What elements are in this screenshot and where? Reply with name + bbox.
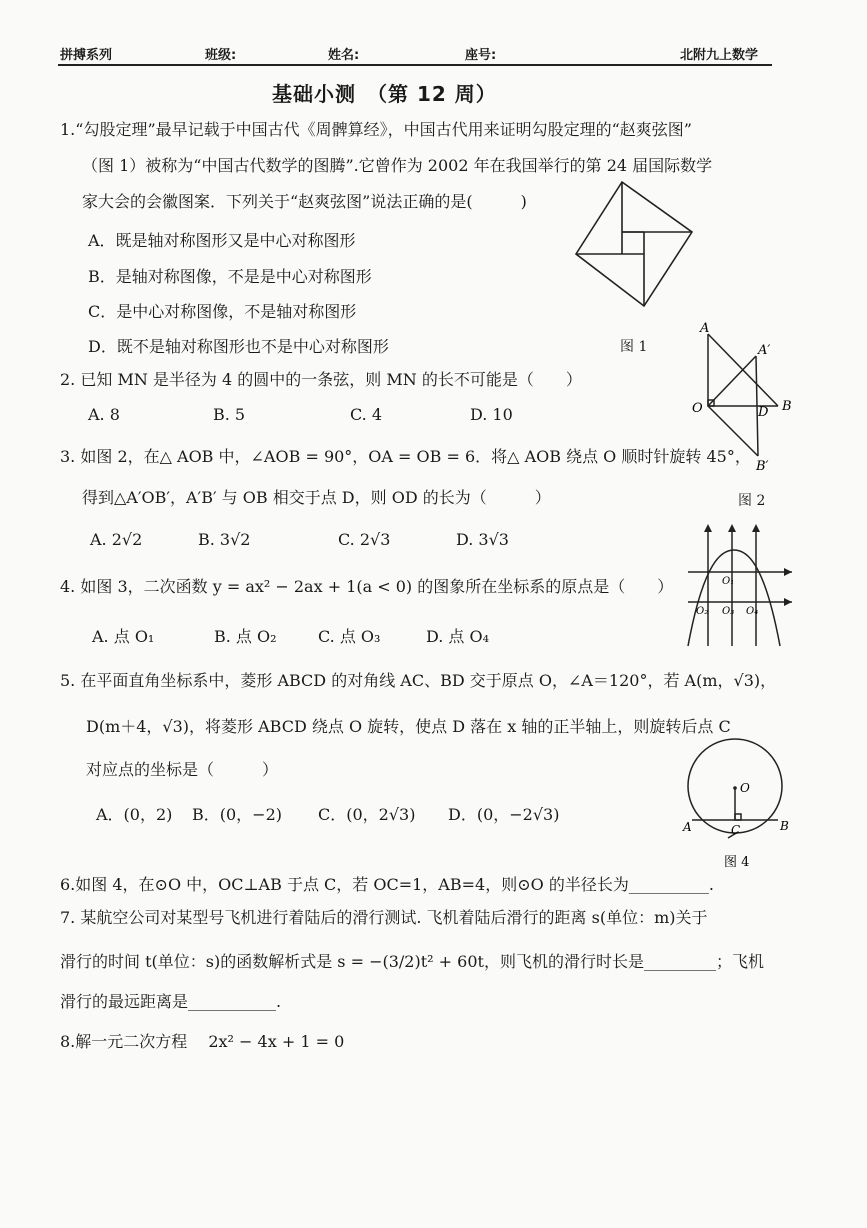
q3-option-a: A. 2√2: [90, 530, 143, 549]
q5-option-b: B．(0，−2): [192, 805, 283, 824]
header-course: 北附九上数学: [680, 48, 759, 63]
q3-option-d: D. 3√3: [456, 530, 509, 549]
q5-line1: 5. 在平面直角坐标系中，菱形 ABCD 的对角线 AC、BD 交于原点 O，∠A＝120°，若 A(m，√3)，: [60, 671, 777, 690]
q4-option-a: A. 点 O₁: [92, 627, 155, 646]
q2-option-c: C. 4: [350, 405, 383, 424]
fig2-label-b: B: [782, 399, 792, 414]
q5-option-a: A．(0，2): [96, 805, 173, 824]
q4-option-c: C. 点 O₃: [318, 627, 381, 646]
q4-option-d: D. 点 O₄: [426, 627, 490, 646]
q2-option-a: A. 8: [88, 405, 120, 424]
fig2-label-a: A: [700, 321, 710, 336]
header-seat-label: 座号:: [465, 48, 497, 63]
fig2-label-d: D: [758, 405, 769, 420]
fig3-label-o3: O₃: [722, 606, 735, 617]
q7-line3: 滑行的最远距离是___________.: [60, 992, 282, 1011]
q2-option-b: B. 5: [213, 405, 246, 424]
q2-text: 2. 已知 MN 是半径为 4 的圆中的一条弦，则 MN 的长不可能是（ ）: [60, 370, 582, 389]
q1-option-c: C．是中心对称图像，不是轴对称图形: [88, 302, 357, 321]
fig4-label-o: O: [740, 781, 750, 795]
figure-1-label: 图 1: [620, 339, 648, 355]
header-series: 拼搏系列: [60, 48, 113, 63]
header-rule: [58, 64, 772, 66]
q1-line3: 家大会的会徽图案．下列关于“赵爽弦图”说法正确的是( ): [82, 192, 527, 211]
q3-option-b: B. 3√2: [198, 530, 251, 549]
figure-4-circle-chord: [680, 738, 790, 870]
q7-line2: 滑行的时间 t(单位：s)的函数解析式是 s = −(3/2)t² + 60t，则飞机的滑行时长是_________；飞机: [60, 952, 764, 971]
q5-option-d: D．(0，−2√3): [448, 805, 560, 824]
fig3-label-o2: O₂: [696, 606, 709, 617]
q8-text: 8.解一元二次方程 2x² − 4x + 1 = 0: [60, 1032, 345, 1051]
q5-line2: D(m＋4，√3)，将菱形 ABCD 绕点 O 旋转，使点 D 落在 x 轴的正半轴上，则旋转后点 C: [86, 717, 731, 736]
page-title: 基础小测 （第 12 周）: [272, 82, 497, 106]
fig4-label-a: A: [683, 820, 692, 834]
q1-line1: 1.“勾股定理”最早记载于中国古代《周髀算经》，中国古代用来证明勾股定理的“赵爽弦图”: [60, 120, 692, 139]
q4-text: 4. 如图 3，二次函数 y = ax² − 2ax + 1(a < 0) 的图象所在坐标系的原点是（ ）: [60, 577, 674, 596]
q4-option-b: B. 点 O₂: [214, 627, 277, 646]
figure-4-label: 图 4: [724, 855, 750, 870]
q1-line2: （图 1）被称为“中国古代数学的图腾”.它曾作为 2002 年在我国举行的第 24 届国际数学: [82, 156, 713, 175]
fig3-label-o1: O₁: [722, 576, 735, 587]
fig2-label-a-prime: A′: [758, 343, 771, 358]
fig4-label-c: C: [731, 823, 741, 837]
q1-option-d: D．既不是轴对称图形也不是中心对称图形: [88, 337, 389, 356]
fig2-label-b-prime: B′: [756, 459, 769, 474]
q1-option-a: A．既是轴对称图形又是中心对称图形: [88, 231, 356, 250]
figure-3-parabola-grid: [684, 520, 800, 650]
q3-line2: 得到△A′OB′，A′B′ 与 OB 相交于点 D，则 OD 的长为（ ）: [82, 488, 551, 507]
header-name-label: 姓名:: [328, 48, 360, 63]
q5-option-c: C．(0，2√3): [318, 805, 416, 824]
fig4-label-b: B: [780, 819, 789, 833]
figure-1-zhao-shuang-diagram: [572, 180, 698, 310]
header-class-label: 班级:: [205, 48, 237, 63]
q6-text: 6.如图 4，在⊙O 中，OC⊥AB 于点 C，若 OC=1，AB=4，则⊙O 的半径长为__________.: [60, 875, 714, 894]
q2-option-d: D. 10: [470, 405, 513, 424]
fig2-label-o: O: [692, 401, 703, 416]
q1-option-b: B．是轴对称图像，不是是中心对称图形: [88, 267, 372, 286]
fig3-label-o4: O₄: [746, 606, 759, 617]
q5-line3: 对应点的坐标是（ ）: [86, 760, 279, 779]
q3-option-c: C. 2√3: [338, 530, 391, 549]
figure-2-label: 图 2: [738, 493, 766, 509]
q7-line1: 7. 某航空公司对某型号飞机进行着陆后的滑行测试. 飞机着陆后滑行的距离 s(单位：m)关于: [60, 908, 708, 927]
q3-line1: 3. 如图 2，在△ AOB 中，∠AOB = 90°，OA = OB = 6．将△ AOB 绕点 O 顺时针旋转 45°，: [60, 447, 751, 466]
